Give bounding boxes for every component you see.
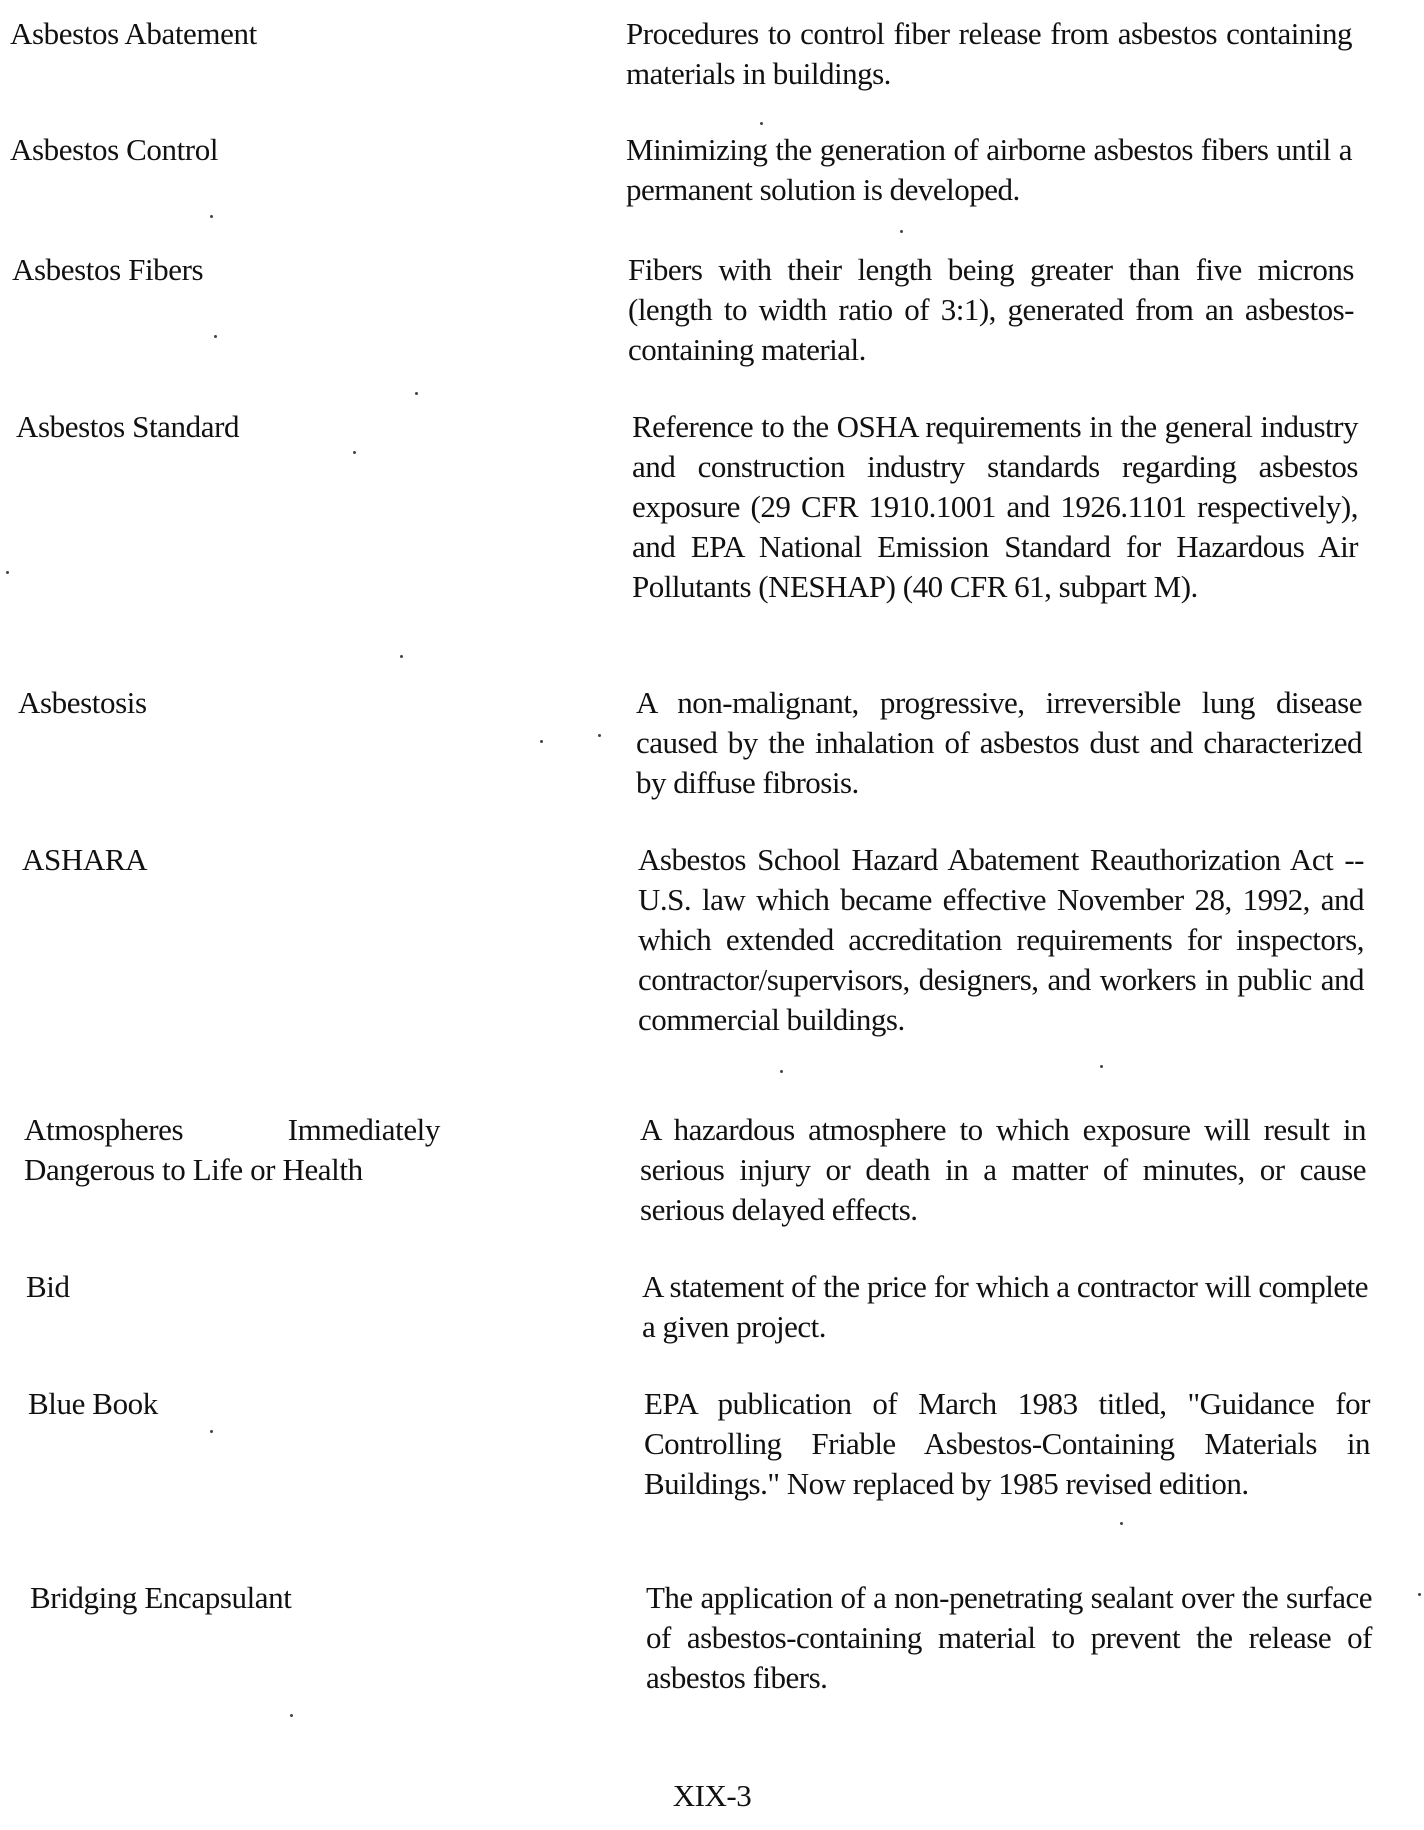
glossary-definition: Reference to the OSHA requirements in the general industry and construction industry standards regarding asbestos exposure (29 CFR 1910.1001 and 1926.1101 respectively), and EPA National Emission Standard for Hazardous Air Pollutants (NESHAP) (40 CFR 61, subpart M). xyxy=(632,409,1358,604)
page-number: XIX-3 xyxy=(672,1778,752,1813)
scan-speck xyxy=(760,122,763,125)
scan-speck xyxy=(400,655,403,658)
scan-speck xyxy=(214,335,217,338)
scan-speck xyxy=(598,734,601,737)
glossary-definition: Procedures to control fiber release from asbestos containing materials in buildings. xyxy=(626,16,1352,91)
glossary-term: Bridging Encapsulant xyxy=(30,1580,292,1615)
glossary-term: Asbestosis xyxy=(18,685,147,720)
glossary-term: Bid xyxy=(26,1269,70,1304)
glossary-definition: Minimizing the generation of airborne asbestos fibers until a permanent solution is developed. xyxy=(626,132,1352,207)
glossary-term: Atmospheres Immediately Dangerous to Life or Health xyxy=(24,1112,440,1187)
glossary-definition: EPA publication of March 1983 titled, "Guidance for Controlling Friable Asbestos-Containing Materials in Buildings." Now replaced by 1985 revised edition. xyxy=(644,1386,1370,1501)
glossary-term: Asbestos Abatement xyxy=(10,16,257,51)
glossary-definition: A statement of the price for which a contractor will complete a given project. xyxy=(642,1269,1368,1344)
glossary-term: Asbestos Control xyxy=(10,132,219,167)
scan-speck xyxy=(353,451,356,454)
scan-speck xyxy=(1418,1593,1421,1596)
scan-speck xyxy=(415,392,418,395)
glossary-term: Asbestos Standard xyxy=(16,409,240,444)
glossary-term: Asbestos Fibers xyxy=(12,252,204,287)
glossary-definition: A non-malignant, progressive, irreversible lung disease caused by the inhalation of asbestos dust and characterized by diffuse fibrosis. xyxy=(636,685,1362,800)
glossary-definition: A hazardous atmosphere to which exposure will result in serious injury or death in a matter of minutes, or cause serious delayed effects. xyxy=(640,1112,1366,1227)
scan-speck xyxy=(6,571,9,574)
scan-speck xyxy=(900,230,903,233)
glossary-term: Blue Book xyxy=(28,1386,158,1421)
glossary-definition: Fibers with their length being greater than five microns (length to width ratio of 3:1), generated from an asbestos-containing material. xyxy=(628,252,1354,367)
glossary-term: ASHARA xyxy=(22,842,148,877)
scan-speck xyxy=(540,740,543,743)
glossary-definition: The application of a non-penetrating sealant over the surface of asbestos-containing material to prevent the release of asbestos fibers. xyxy=(646,1580,1372,1695)
scan-speck xyxy=(1120,1522,1123,1525)
scan-speck xyxy=(210,215,213,218)
scan-speck xyxy=(780,1070,783,1073)
scan-speck xyxy=(210,1430,213,1433)
scan-speck xyxy=(290,1714,293,1717)
scan-speck xyxy=(1100,1065,1103,1068)
glossary-definition: Asbestos School Hazard Abatement Reauthorization Act -- U.S. law which became effective November 28, 1992, and which extended accreditation requirements for inspectors, contractor/supervisors, designers, and workers in public and commercial buildings. xyxy=(638,842,1364,1037)
